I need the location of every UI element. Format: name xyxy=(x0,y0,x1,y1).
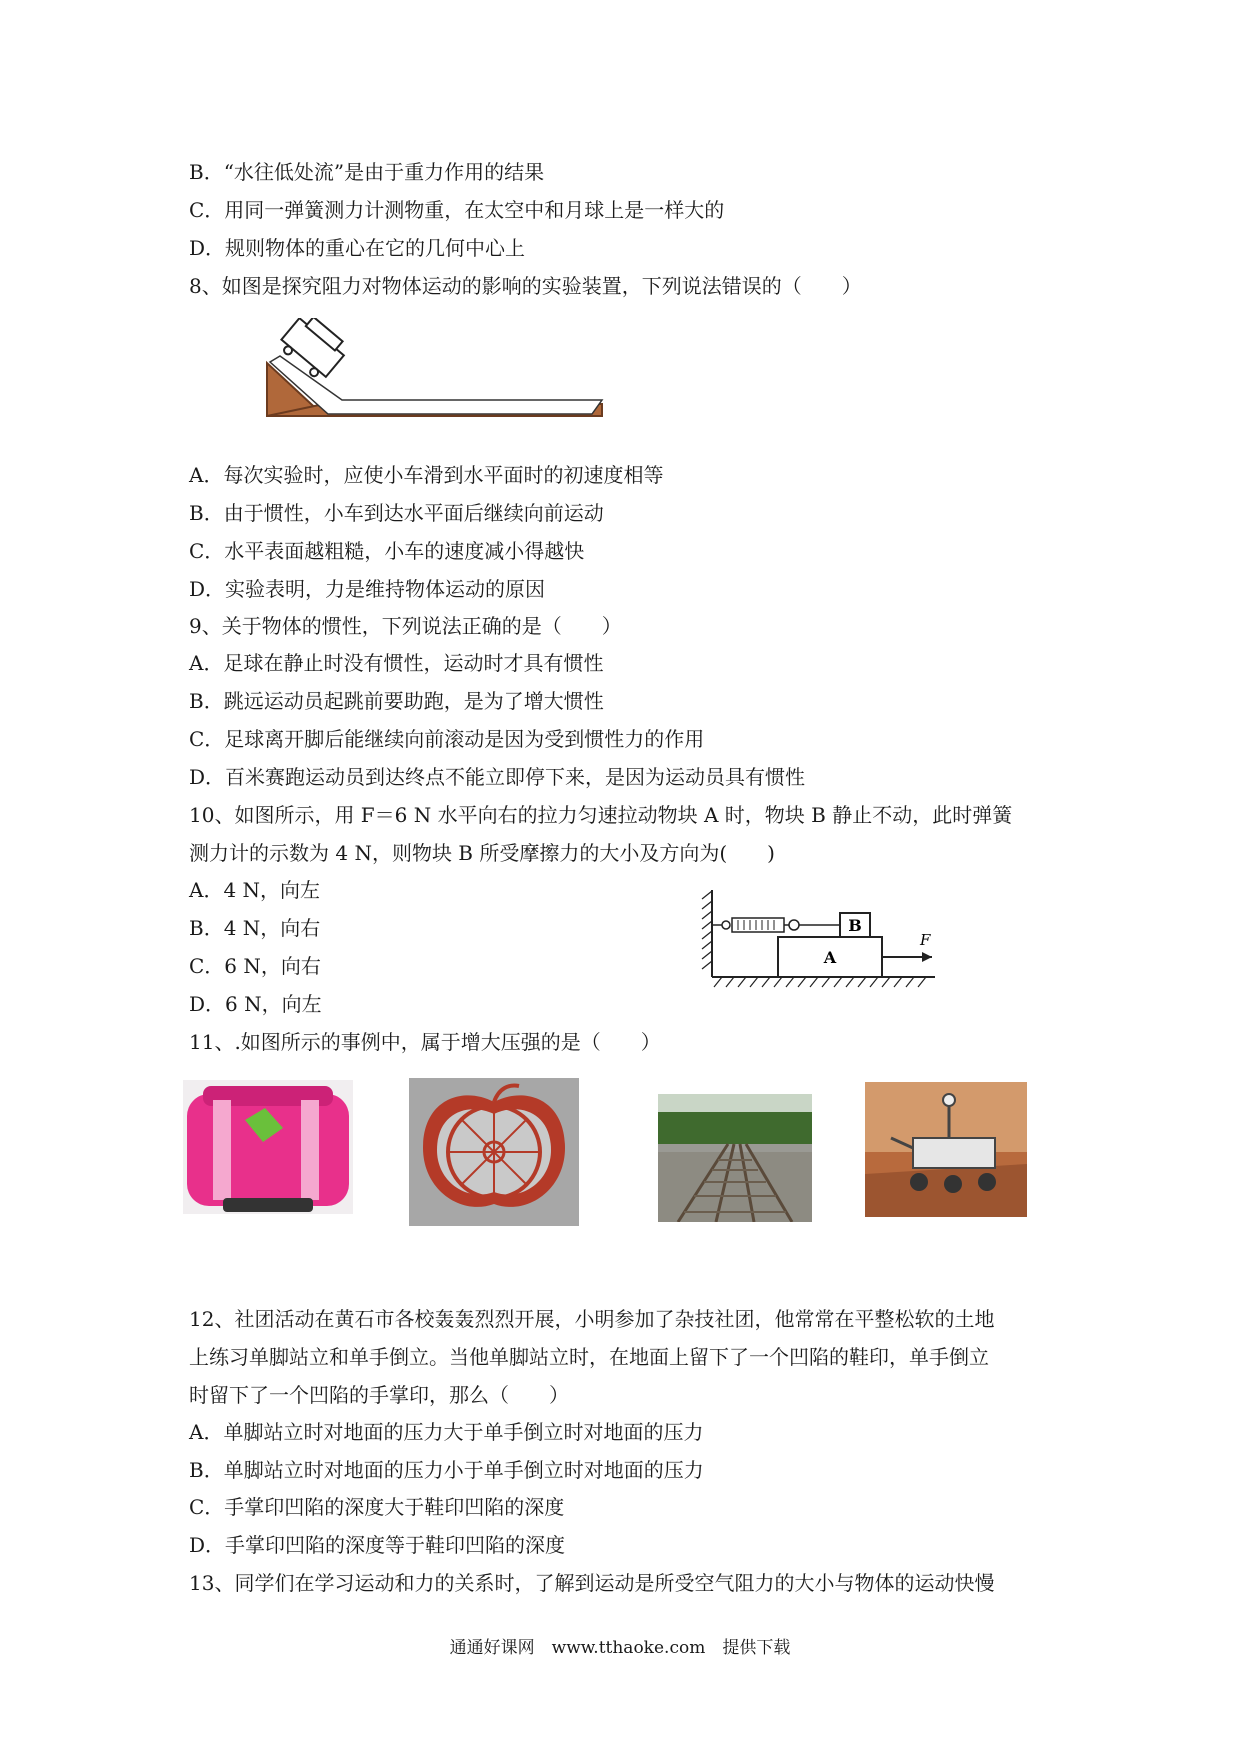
q8-option-d: D．实验表明，力是维持物体运动的原因 xyxy=(189,577,546,601)
q9-option-a: A．足球在静止时没有惯性，运动时才具有惯性 xyxy=(189,651,604,675)
q8-option-a: A．每次实验时，应使小车滑到水平面时的初速度相等 xyxy=(189,463,664,487)
q9-option-d: D．百米赛跑运动员到达终点不能立即停下来，是因为运动员具有惯性 xyxy=(189,765,806,789)
page-footer: 通通好课网 www.tthaoke.com 提供下载 xyxy=(449,1638,791,1658)
block-a-label: A xyxy=(823,948,837,967)
q10-stem-line1: 10、如图所示，用 F＝6 N 水平向右的拉力匀速拉动物块 A 时，物块 B 静止不动，此时弹簧 xyxy=(189,803,1013,827)
q8-stem: 8、如图是探究阻力对物体运动的影响的实验装置，下列说法错误的（ ） xyxy=(189,274,862,298)
q10-option-d: D．6 N，向左 xyxy=(189,992,322,1016)
q9-stem: 9、关于物体的惯性，下列说法正确的是（ ） xyxy=(189,614,622,638)
force-label: F xyxy=(920,931,931,949)
q10-option-c: C．6 N，向右 xyxy=(189,954,321,978)
q12-stem-line3: 时留下了一个凹陷的手掌印，那么（ ） xyxy=(189,1383,569,1407)
apple-cutter-image xyxy=(409,1078,579,1226)
q10-option-a: A．4 N，向左 xyxy=(189,878,321,902)
spring-blocks-figure xyxy=(700,885,950,990)
q12-option-c: C．手掌印凹陷的深度大于鞋印凹陷的深度 xyxy=(189,1495,565,1519)
q12-option-b: B．单脚站立时对地面的压力小于单手倒立时对地面的压力 xyxy=(189,1458,704,1482)
q10-stem-line2: 测力计的示数为 4 N，则物块 B 所受摩擦力的大小及方向为( ) xyxy=(189,841,775,865)
q13-stem: 13、同学们在学习运动和力的关系时，了解到运动是所受空气阻力的大小与物体的运动快慢 xyxy=(189,1571,995,1595)
q12-stem-line1: 12、社团活动在黄石市各校轰轰烈烈开展，小明参加了杂技社团，他常常在平整松软的土地 xyxy=(189,1307,995,1331)
q7-option-c: C．用同一弹簧测力计测物重，在太空中和月球上是一样大的 xyxy=(189,198,725,222)
pink-backpack-image xyxy=(183,1080,353,1214)
mars-rover-image xyxy=(865,1082,1027,1217)
q12-option-d: D．手掌印凹陷的深度等于鞋印凹陷的深度 xyxy=(189,1533,566,1557)
q12-stem-line2: 上练习单脚站立和单手倒立。当他单脚站立时，在地面上留下了一个凹陷的鞋印，单手倒立 xyxy=(189,1345,989,1369)
ramp-cart-figure xyxy=(262,318,612,423)
block-b-label: B xyxy=(848,916,862,935)
q10-option-b: B．4 N，向右 xyxy=(189,916,321,940)
q9-option-b: B．跳远运动员起跳前要助跑，是为了增大惯性 xyxy=(189,689,604,713)
q12-option-a: A．单脚站立时对地面的压力大于单手倒立时对地面的压力 xyxy=(189,1420,704,1444)
q8-option-c: C．水平表面越粗糙，小车的速度减小得越快 xyxy=(189,539,585,563)
q11-stem: 11、.如图所示的事例中，属于增大压强的是（ ） xyxy=(189,1030,661,1054)
q7-option-d: D．规则物体的重心在它的几何中心上 xyxy=(189,236,526,260)
railway-tracks-image xyxy=(658,1094,812,1222)
q9-option-c: C．足球离开脚后能继续向前滚动是因为受到惯性力的作用 xyxy=(189,727,705,751)
q7-option-b: B．“水往低处流”是由于重力作用的结果 xyxy=(189,160,545,184)
q8-option-b: B．由于惯性，小车到达水平面后继续向前运动 xyxy=(189,501,604,525)
